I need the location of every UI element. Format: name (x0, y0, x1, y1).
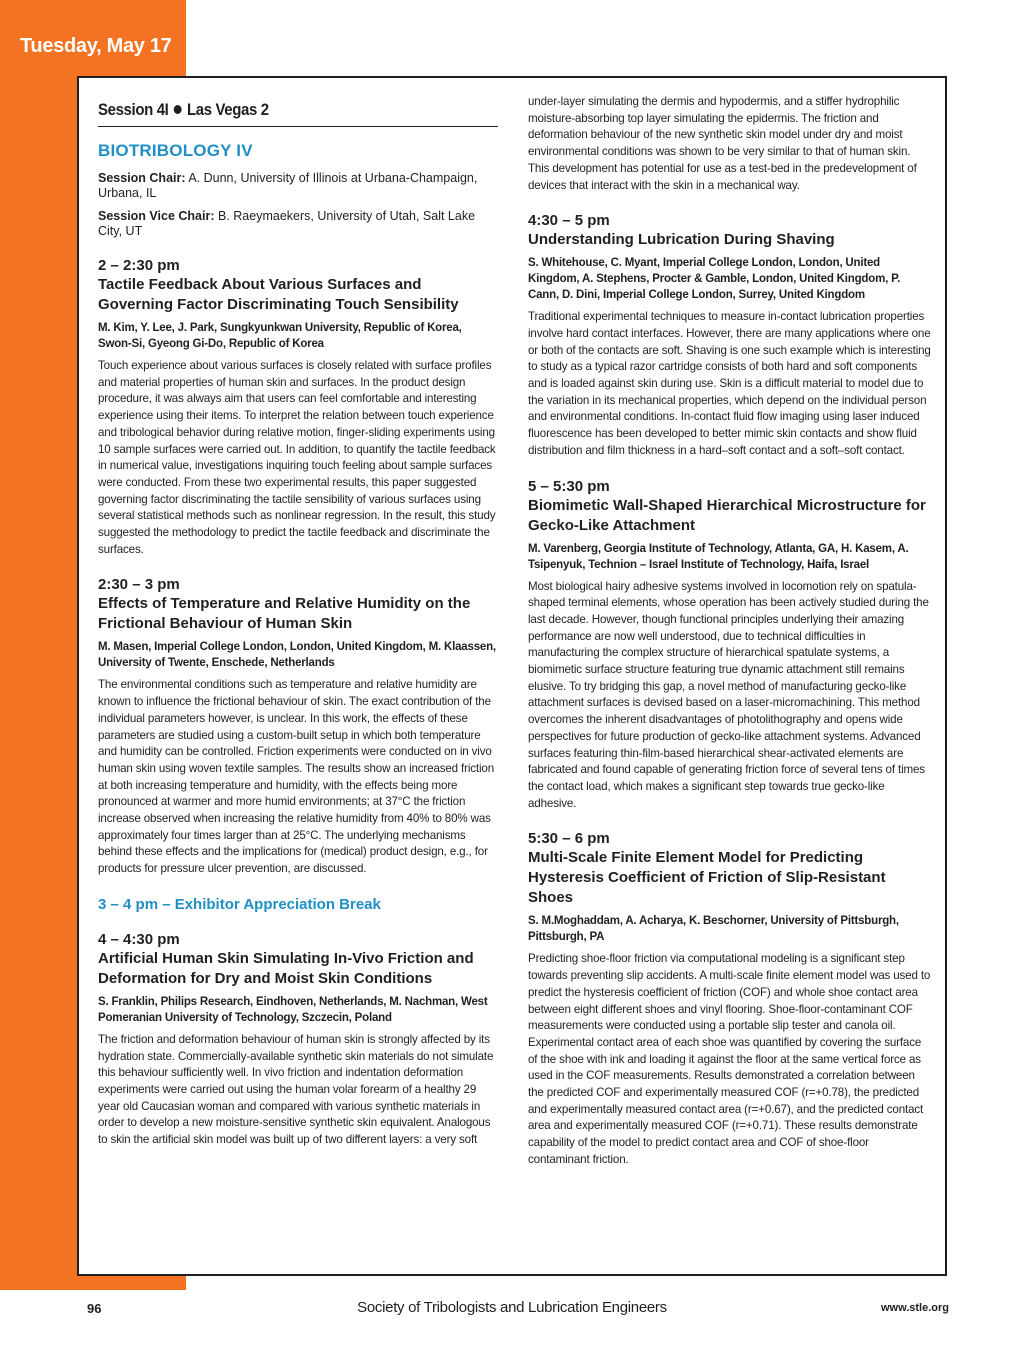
talk-authors: S. M.Moghaddam, A. Acharya, K. Beschorner, University of Pittsburgh, Pittsburgh, PA (528, 915, 899, 944)
footer-publisher: Society of Tribologists and Lubrication Engineers (357, 1299, 667, 1316)
talk-6 (528, 830, 933, 1168)
track-title: BIOTRIBOLOGY IV (98, 141, 253, 160)
talk-title: Artificial Human Skin Simulating In-Vivo Friction and Deformation for Dry and Moist Skin Conditions (98, 949, 474, 987)
talk-title: Understanding Lubrication During Shaving (528, 231, 835, 249)
talk-abstract: Traditional experimental techniques to measure in-contact lubrication properties involve hard contact interfaces. However, there are many applications where one or both of the contacts are soft. Shaving is one such example which is interesting to study as a typical razor cartridge consists of both hard and soft components and is loaded against skin during use. Skin is a difficult material to model due to the variation in its mechanical properties, which depend on the individual person and environmental conditions. In-contact fluid flow imaging using laser induced fluorescence has been developed to better mimic skin contacts and show fluid distribution and film thickness in a hard–soft contact and a soft–soft contact. (528, 310, 931, 457)
talk-abstract: Predicting shoe-floor friction via computational modeling is a significant step towards preventing slip accidents. A multi-scale finite element model was used to predict the hysteresis coefficient of friction (COF) and whole shoe contact area between eight different shoes and vinyl flooring. Shoe-floor-contaminant COF measurements were conducted using a portable slip tester and canola oil. Experimental contact area of each shoe was quantified by covering the surface of the shoe with ink and loading it against the floor at the same vertical force as used in the COF measurements. Results demonstrated a correlation between the predicted COF and experimentally measured COF (r=+0.78), the predicted and experimentally measured contact area (r=+0.67), and the predicted contact area and experimentally measured COF (r=+0.71). These results demonstrate capability of the model to predict contact area and COF of shoe-floor contaminant friction. (528, 952, 931, 1166)
chair-label: Session Chair: (98, 171, 186, 185)
content-frame (77, 76, 947, 1276)
page-number: 96 (87, 1301, 102, 1316)
talk-time: 4:30 – 5 pm (528, 212, 610, 230)
talk-authors: M. Varenberg, Georgia Institute of Technology, Atlanta, GA, H. Kasem, A. Tsipenyuk, Technion – Israel Institute of Technology, Haifa, Israel (528, 542, 909, 571)
talk-time: 2 – 2:30 pm (98, 257, 180, 274)
right-column (528, 78, 933, 1169)
talk-3 (98, 931, 498, 1149)
session-label: Session 4I (98, 100, 169, 119)
talk-authors: M. Kim, Y. Lee, J. Park, Sungkyunkwan University, Republic of Korea, Swon-Si, Gyeong Gi-Do, Republic of Korea (98, 322, 462, 350)
day-header: Tuesday, May 17 (20, 35, 172, 57)
talk-4 (528, 212, 933, 459)
talk-abstract: Touch experience about various surfaces is closely related with surface profiles and material properties of human skin and surfaces. In the product design procedure, it was always aim that users can feel comfortable and interesting experience using their items. To interpret the relation between touch experience and tribological behavior during relative motion, finger-sliding experiments using 10 sample surfaces were carried out. In addition, to quantify the tactile feedback in numerical value, investigations inquiring touch feeling about sample surfaces were conducted. From these two experimental results, this paper suggested governing factor discriminating the tactile sensibility of various surfaces using several statistical methods such as nonlinear regression. In the result, this study suggested the methodology to predict the tactile feedback and discriminate the surfaces. (98, 359, 496, 556)
talk-time: 5:30 – 6 pm (528, 830, 610, 848)
footer-url[interactable]: www.stle.org (880, 1302, 949, 1314)
talk-authors: M. Masen, Imperial College London, London, United Kingdom, M. Klaassen, University of Twente, Enschede, Netherlands (98, 641, 496, 670)
vice-chair-name: B. Raeymaekers, University of Utah, Salt Lake City, UT (98, 209, 476, 238)
talk-abstract: Most biological hairy adhesive systems involved in locomotion rely on spatula-shaped terminal elements, whose operation has been actively studied during the last decade. However, though functional principles underlying their amazing performance are now well understood, due to technical difficulties in manufacturing the complex structure of hierarchical spatulate systems, a biomimetic surface structure featuring true dynamic attachment still remains elusive. To try bridging this gap, a novel method of manufacturing gecko-like attachment surfaces is devised based on a laser-micromachining. This method overcomes the inherent disadvantages of photolithography and opens wide perspectives for future production of gecko-like attachment systems. Advanced surfaces featuring thin-film-based hierarchical shear-activated elements are fabricated and found capable of generating friction force of several tens of times the contact load, which makes a significant step towards true gecko-like adhesive. (528, 579, 929, 810)
talk-1 (98, 257, 498, 558)
talk-abstract-continued: under-layer simulating the dermis and hypodermis, and a stiffer hydrophilic moisture-absorbing top layer simulating the epidermis. The friction and deformation behaviour of the new synthetic skin model under dry and moist environmental conditions was shown to be very similar to that of human skin. This development has potential for use as a test-bed in the predevelopment of devices that interact with the skin in a mechanical way. (528, 95, 917, 192)
talk-authors: S. Whitehouse, C. Myant, Imperial College London, London, United Kingdom, A. Stephens, Procter & Gamble, London, United Kingdom, P. Cann, D. Dini, Imperial College London, Surrey, United Kingdom (528, 257, 901, 302)
vice-chair-label: Session Vice Chair: (98, 209, 215, 223)
talk-5 (528, 478, 933, 813)
talk-title: Biomimetic Wall-Shaped Hierarchical Microstructure for Gecko-Like Attachment (528, 496, 926, 534)
talk-time: 4 – 4:30 pm (98, 930, 180, 948)
talk-title: Multi-Scale Finite Element Model for Predicting Hysteresis Coefficient of Friction of Slip-Resistant Shoes (528, 849, 886, 907)
talk-abstract: The environmental conditions such as temperature and relative humidity are known to influence the frictional behaviour of skin. The exact contribution of the individual parameters however, is unclear. In this work, the effects of these parameters are studied using a custom-built setup in which both temperature and humidity can be controlled. Friction experiments were conducted on in vivo human skin using woven textile samples. The results show an increased friction at both increasing temperature and humidity, with the effects being more pronounced at warmer and more humid environments; at 37°C the friction increase observed when increasing the relative humidity from 40% to 80% was approximately four times larger than at 25°C. The underlying mechanisms behind these effects and the implications for (medical) product design, e.g., for products for pressure ulcer prevention, are discussed. (98, 678, 495, 876)
talk-title: Effects of Temperature and Relative Humidity on the Frictional Behaviour of Human Skin (98, 595, 471, 633)
chair-name: A. Dunn, University of Illinois at Urbana-Champaign, Urbana, IL (98, 171, 478, 200)
talk-2 (98, 576, 498, 877)
talk-abstract: The friction and deformation behaviour of human skin is strongly affected by its hydration state. Commercially-available synthetic skin materials do not simulate this behaviour sufficiently well. In vivo friction and indentation deformation experiments were carried out using the human volar forearm of a healthy 29 year old Caucasian woman and compared with various synthetic materials in order to develop a new moisture-sensitive synthetic skin equivalent. Analogous to skin the artificial skin model was built up of two different layers: a very soft (98, 1032, 494, 1147)
session-chair (98, 171, 498, 201)
exhibitor-break: 3 – 4 pm – Exhibitor Appreciation Break (98, 895, 381, 913)
session-vice-chair (98, 209, 498, 239)
session-room: Las Vegas 2 (186, 100, 269, 119)
left-column (98, 78, 498, 1149)
session-heading (98, 100, 450, 120)
talk-time: 2:30 – 3 pm (98, 576, 180, 594)
talk-time: 5 – 5:30 pm (528, 477, 610, 495)
bullet-icon (174, 105, 182, 114)
talk-title: Tactile Feedback About Various Surfaces and Governing Factor Discriminating Touch Sensibility (98, 276, 459, 313)
talk-authors: S. Franklin, Philips Research, Eindhoven, Netherlands, M. Nachman, West Pomeranian University of Technology, Szczecin, Poland (98, 995, 488, 1024)
heading-rule (98, 126, 498, 127)
